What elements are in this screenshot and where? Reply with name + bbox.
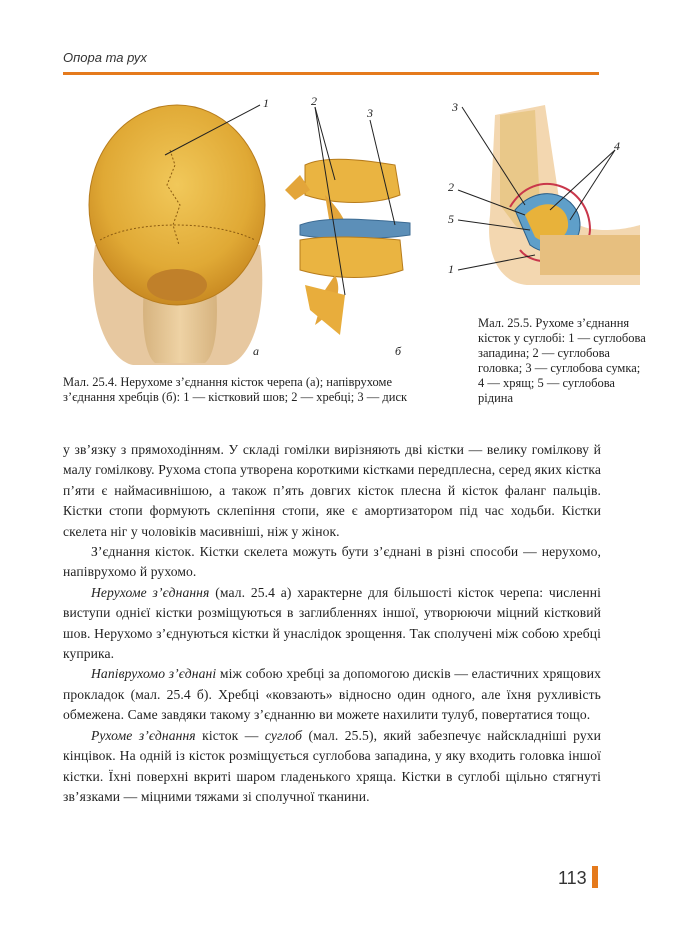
label-spine-2: 2 [311,95,317,108]
label-skull-1: 1 [263,96,269,110]
term-semimovable: Напіврухомо з’єднані [91,666,217,682]
paragraph-2: З’єднання кісток. Кістки скелета можуть бути з’єднані в різні способи — нерухомо, напіврухомо й рухомо. [63,544,601,580]
figure-25-4-caption: Мал. 25.4. Нерухоме з’єднання кісток черепа (а); напіврухоме з’єднання хребців (б): 1 — кістковий шов; 2 — хребці; 3 — диск [63,375,408,404]
section-header: Опора та рух [63,50,147,65]
term-joint: суглоб [264,727,303,743]
paragraph-4 [63,664,601,725]
term-movable: Рухоме з’єднання [91,727,196,743]
label-part-b: б [395,344,402,358]
label-joint-2: 2 [448,180,454,194]
joint-illustration [440,95,640,305]
paragraph-5-text: (мал. 25.5), який забезпечує найскладніші рухи кінцівок. На одній із кісток розміщується суглобова западина, у яку входить головка іншої кістки. Їхні поверхні вкриті шаром гладенького хряща. Кістки в суглобі щільно стягнуті зв’язками — міцними тяжами зі сполучної тканини. [63,727,601,804]
paragraph-3-text: (мал. 25.4 а) характерне для більшості кісток черепа: численні виступи однієї кістки розміщуються в заглибленнях іншої, утворюючи міцний кістковий шов. Нерухомо з’єднуються кістки й унаслідок зрощення. Так сполучені між собою хребці куприка. [63,584,601,662]
label-joint-4: 4 [614,139,620,153]
figure-25-5-caption: Мал. 25.5. Рухоме з’єднання кісток у суглобі: 1 — суглобова западина; 2 — суглобова головка; 3 — суглобова сумка; 4 — хрящ; 5 — суглобова рідина [478,316,646,405]
term-immovable: Нерухоме з’єднання [91,584,210,600]
paragraph-3 [63,583,601,665]
label-joint-5: 5 [448,212,454,226]
label-joint-1: 1 [448,262,454,276]
page-number-bar [592,866,598,888]
label-spine-3: 3 [367,106,373,120]
paragraph-5 [63,726,601,808]
main-text [63,440,601,807]
skull-illustration [75,95,280,365]
paragraph-5-mid: кісток — [195,727,265,743]
label-joint-3: 3 [452,100,458,114]
header-rule [63,72,599,75]
page-number: 113 [558,868,587,888]
spine-illustration [285,95,435,365]
paragraph-1: у зв’язку з прямоходінням. У складі гомілки вирізняють дві кістки — велику гомілкову й малу гомілкову. Рухома стопа утворена короткими кістками передплесна, серед яких кістка п’яти є наймасивнішою, а також п’ять довгих кісток плесна й кісток фаланг пальців. Кістки стопи формують склепіння стопи, яке є амортизатором під час ходьби. Кістки скелета ніг у чоловіків масивніші, ніж у жінок. [63,442,601,539]
label-part-a: а [253,344,259,358]
paragraph-4-text: між собою хребці за допомогою дисків — еластичних хрящових прокладок (мал. 25.4 б). Хребці «ковзають» відносно один одного, але їхня рухливість обмежена. Саме завдяки такому з’єднанню ви можете нахилити тулуб, повертатися тощо. [63,666,601,723]
